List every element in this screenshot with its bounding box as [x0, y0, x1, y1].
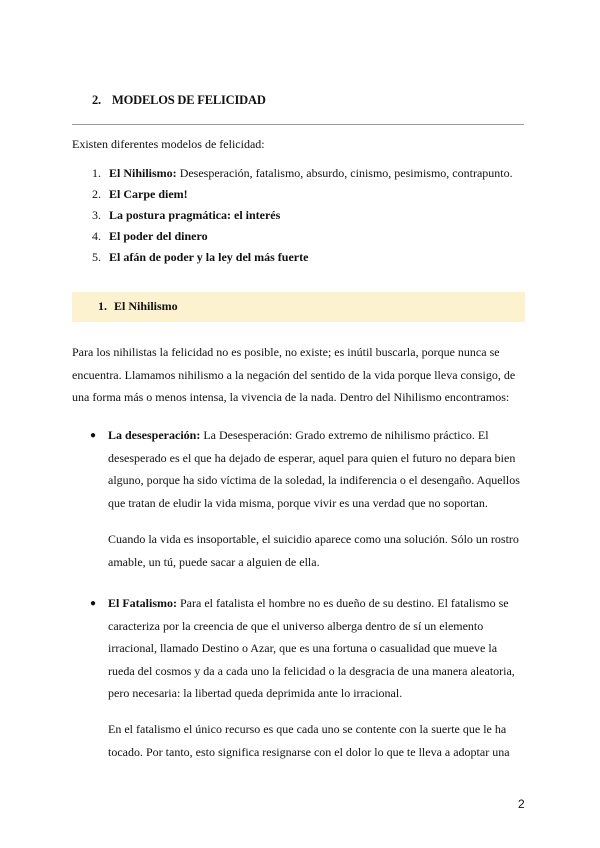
subsection-title — [98, 299, 178, 314]
bullet-icon: ● — [90, 430, 97, 441]
subsection-band — [72, 292, 525, 322]
list-label: El afán de poder y la ley del más fuerte — [109, 250, 309, 264]
page-number: 2 — [518, 797, 525, 811]
list-item — [92, 250, 513, 271]
item-desesperacion — [108, 424, 526, 514]
item-fatalismo — [108, 592, 526, 705]
item-label: El Fatalismo: — [108, 596, 177, 610]
list-number: 2. — [92, 187, 101, 201]
section-heading — [92, 93, 266, 108]
models-list — [92, 166, 513, 271]
list-item — [92, 229, 513, 250]
item-label: La desesperación: — [108, 428, 201, 442]
list-label: La postura pragmática: el interés — [109, 208, 281, 222]
list-number: 1. — [92, 166, 101, 180]
list-item — [92, 208, 513, 229]
list-item — [92, 166, 513, 187]
nihilism-paragraph: Para los nihilistas la felicidad no es posible, no existe; es inútil buscarla, porque nunca se encuentra. Llamamos nihilismo a la negación del sentido de la vida porque lleva consigo, de una forma más o menos intensa, la vivencia de la nada. Dentro del Nihilismo encontramos: — [72, 345, 516, 404]
list-number: 5. — [92, 250, 101, 264]
list-description: Desesperación, fatalismo, absurdo, cinismo, pesimismo, contrapunto. — [176, 166, 513, 180]
list-item — [92, 187, 513, 208]
list-number: 4. — [92, 229, 101, 243]
item-text: La Desesperación: Grado extremo de nihilismo práctico. El desesperado es el que ha dejado de esperar, aquel para quien el futuro no depara bien alguno, porque ha sido víctima de la soledad, la indiferencia o el desengaño. Aquellos que tratan de eludir la vida misma, porque vivir es una verdad que no soportan. — [108, 428, 520, 510]
list-label: El Carpe diem! — [109, 187, 188, 201]
list-label: El Nihilismo: — [109, 166, 177, 180]
section-title: MODELOS DE FELICIDAD — [112, 93, 266, 107]
item-fatalismo-continuation: En el fatalismo el único recurso es que cada uno se contente con la suerte que le ha tocado. Por tanto, esto significa resignarse con el dolor lo que te lleva a adoptar una — [108, 722, 510, 759]
item-desesperacion-continuation: Cuando la vida es insoportable, el suicidio aparece como una solución. Sólo un rostro amable, un tú, puede sacar a alguien de ella. — [108, 532, 519, 569]
subsection-title-text: El Nihilismo — [114, 299, 178, 313]
intro-text: Existen diferentes modelos de felicidad: — [72, 137, 265, 151]
item-text: Para el fatalista el hombre no es dueño de su destino. El fatalismo se caracteriza por la creencia de que el universo alberga dentro de sí un elemento irracional, llamado Destino o Azar, que es una fortuna o casualidad que mueve la rueda del cosmos y da a cada uno la felicidad o la desgracia de una manera aleatoria, pero necesaria: la libertad queda deprimida ante lo irracional. — [108, 596, 515, 700]
heading-divider — [72, 124, 524, 125]
bullet-icon: ● — [90, 598, 97, 609]
subsection-number: 1. — [98, 299, 107, 313]
section-number: 2. — [92, 93, 101, 107]
list-label: El poder del dinero — [109, 229, 208, 243]
list-number: 3. — [92, 208, 101, 222]
